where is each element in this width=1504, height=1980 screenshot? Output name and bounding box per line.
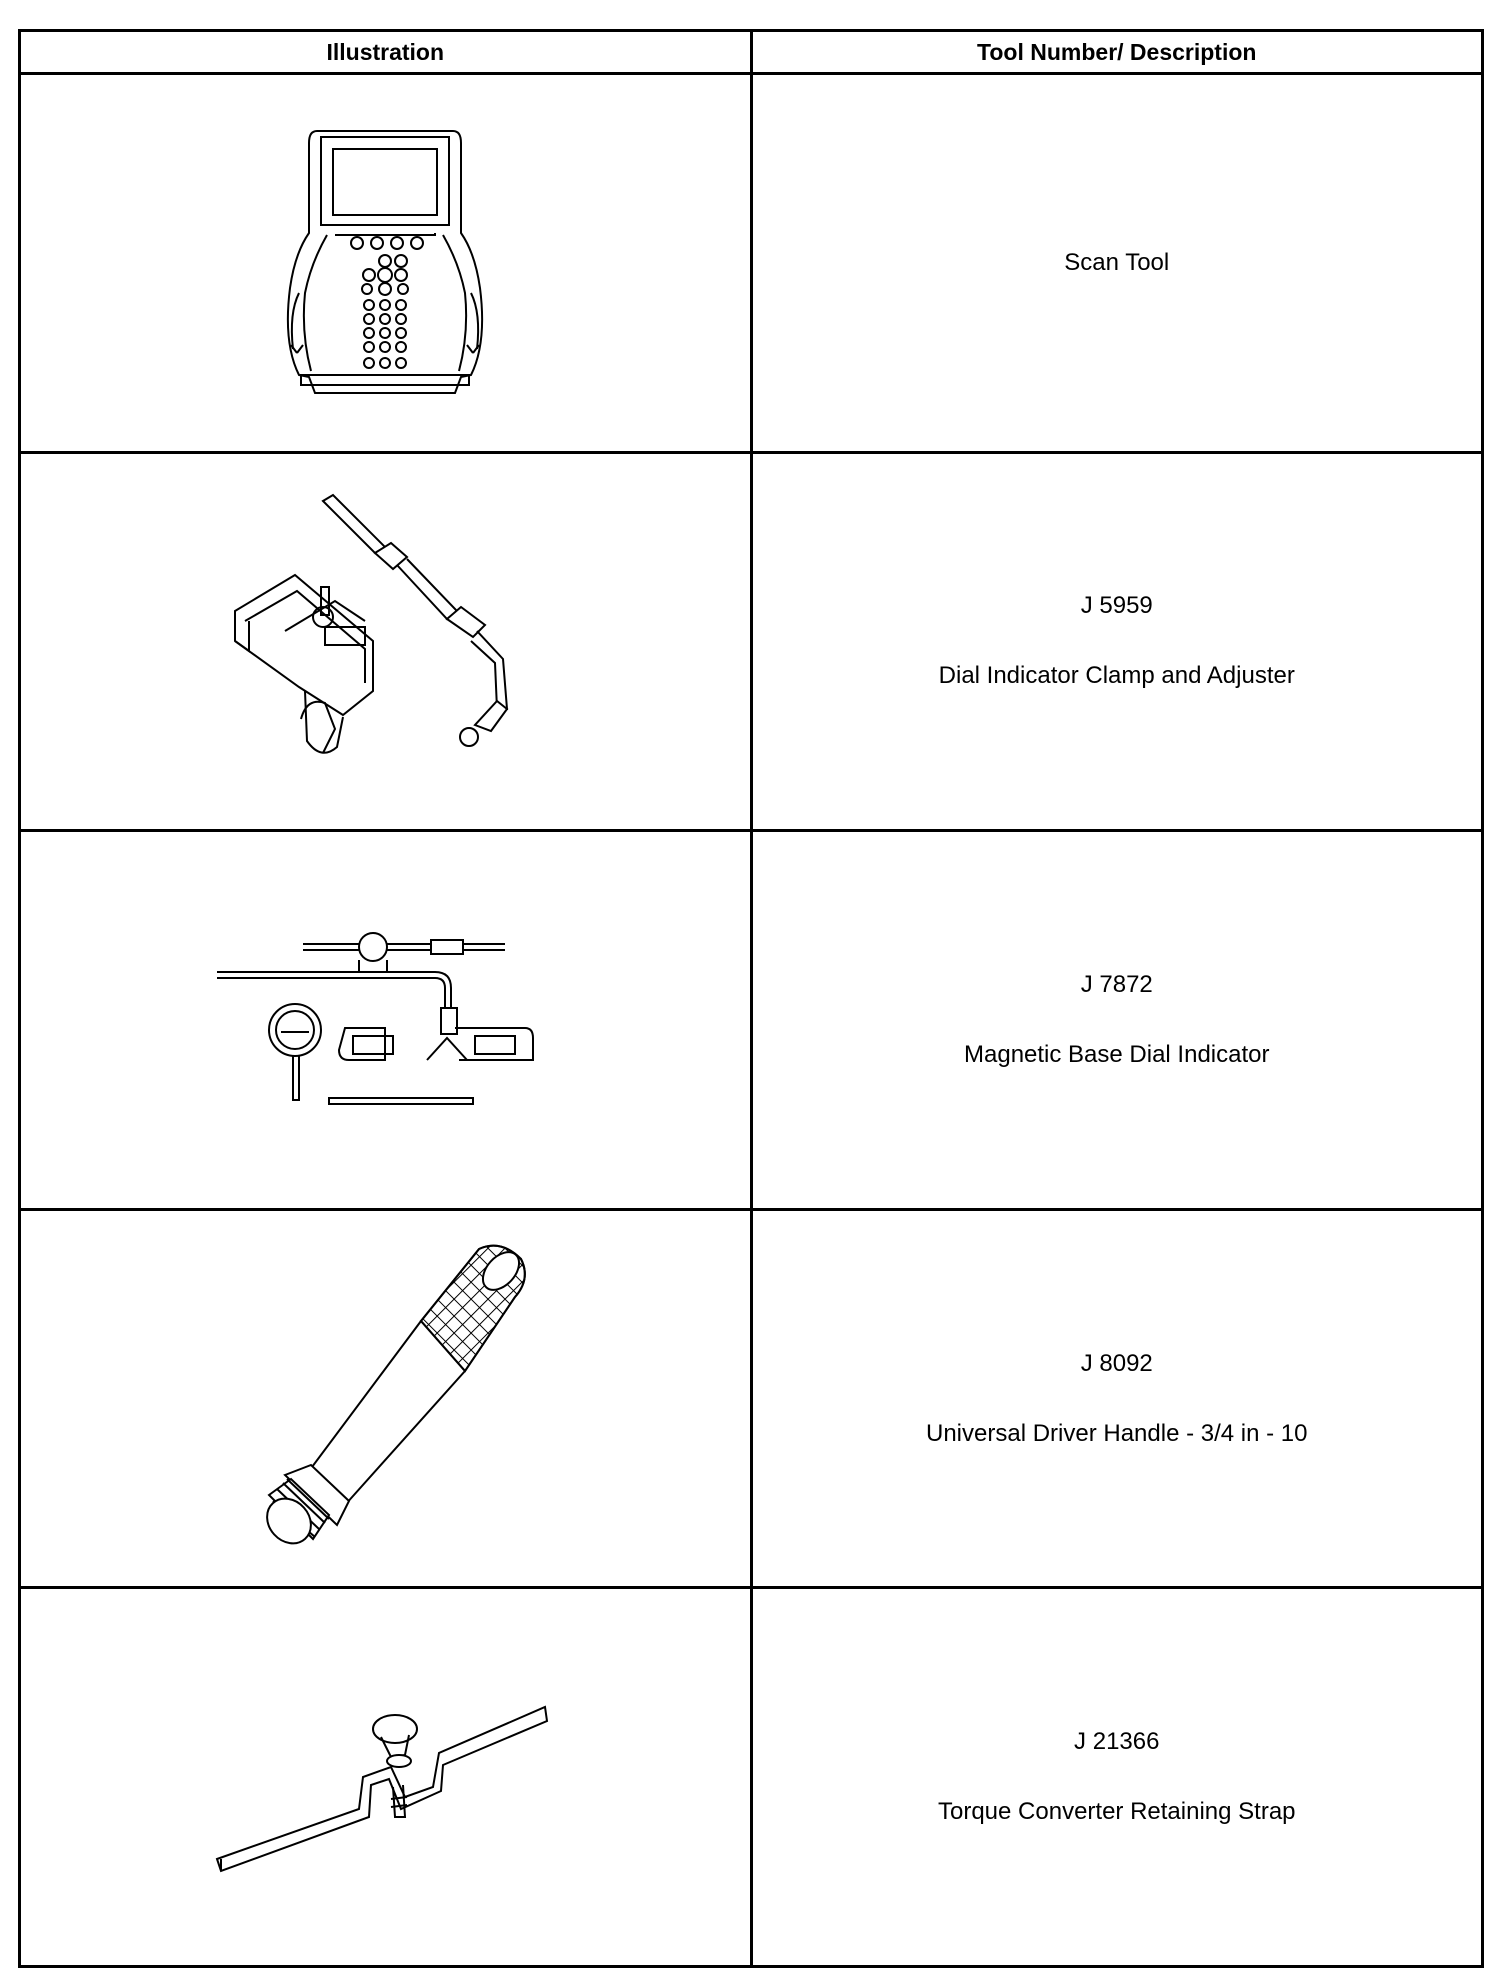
column-header-tool-description: Tool Number/ Description (751, 31, 1483, 74)
tool-number: J 8092 (1080, 1349, 1153, 1377)
tool-description: Scan Tool (1064, 248, 1170, 276)
table-row (20, 831, 1483, 1210)
tool-description-cell (751, 74, 1483, 453)
table-header-row (20, 31, 1483, 74)
tool-description-cell (751, 452, 1483, 831)
magnetic-base-dial-indicator-icon (215, 920, 555, 1120)
universal-driver-handle-icon (225, 1239, 545, 1559)
torque-converter-strap-icon (215, 1667, 555, 1887)
illustration-cell (20, 1588, 752, 1967)
tool-description-cell (751, 1588, 1483, 1967)
tool-description-cell (751, 831, 1483, 1210)
special-tools-table (18, 29, 1484, 1968)
tool-description: Dial Indicator Clamp and Adjuster (938, 662, 1295, 690)
table-row (20, 452, 1483, 831)
table-row (20, 1209, 1483, 1588)
tool-number: J 21366 (1074, 1728, 1160, 1756)
tool-description-cell (751, 1209, 1483, 1588)
illustration-cell (20, 452, 752, 831)
tool-number: J 5959 (1080, 592, 1153, 620)
scan-tool-icon (275, 113, 495, 413)
table-row (20, 1588, 1483, 1967)
tool-description: Universal Driver Handle - 3/4 in - 10 (926, 1419, 1308, 1447)
table-row (20, 74, 1483, 453)
column-header-illustration: Illustration (20, 31, 752, 74)
tool-description: Torque Converter Retaining Strap (937, 1798, 1296, 1826)
illustration-cell (20, 74, 752, 453)
illustration-cell (20, 1209, 752, 1588)
tool-description: Magnetic Base Dial Indicator (964, 1041, 1270, 1068)
illustration-cell (20, 831, 752, 1210)
dial-indicator-clamp-icon (225, 491, 545, 791)
tool-number: J 7872 (1080, 971, 1153, 998)
